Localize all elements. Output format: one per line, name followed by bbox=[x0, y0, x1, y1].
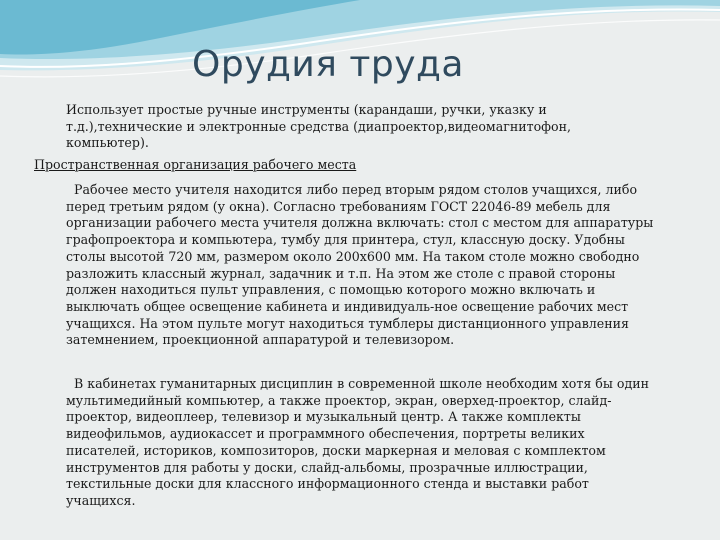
slide-title: Орудия труда bbox=[192, 44, 464, 85]
body-paragraph-humanities: В кабинетах гуманитарных дисциплин в современной школе необходим хотя бы один мультимедийный компьютер, а также проектор, экран, оверхед-проектор, слайд-проектор, видеоплеер, телевизор и музыкальный центр. А также комплекты видеофильмов, аудиокассет и программного обеспечения, портреты великих писателей, историков, композиторов, доски маркерная и меловая с комплектом инструментов для работы у доски, слайд-альбомы, прозрачные иллюстрации, текстильные доски для классного информационного стенда и выставки работ учащихся. bbox=[66, 376, 650, 508]
body-paragraph-workplace: Рабочее место учителя находится либо перед вторым рядом столов учащихся, либо перед третьим рядом (у окна). Согласно требованиям ГОСТ 22046-89 мебель для организации рабочего места учителя должна включать: стол с местом для аппаратуры графопроектора и компьютера, тумбу для принтера, стул, классную доску. Удобны столы высотой 720 мм, размером около 200х600 мм. На таком столе можно свободно разложить классный журнал, задачник и т.п. На этом же столе с правой стороны должен находиться пульт управления, с помощью которого можно включать и выключать общее освещение кабинета и индивидуаль-ное освещение рабочих мест учащихся. На этом пульте могут находиться тумблеры дистанционного управления затемнением, проекционной аппаратурой и телевизором. bbox=[66, 182, 654, 348]
section-heading: Пространственная организация рабочего места bbox=[34, 157, 357, 172]
intro-paragraph: Использует простые ручные инструменты (карандаши, ручки, указку и т.д.),технические и электронные средства (диапроектор,видеомагнитофон, компьютер). bbox=[66, 102, 571, 151]
